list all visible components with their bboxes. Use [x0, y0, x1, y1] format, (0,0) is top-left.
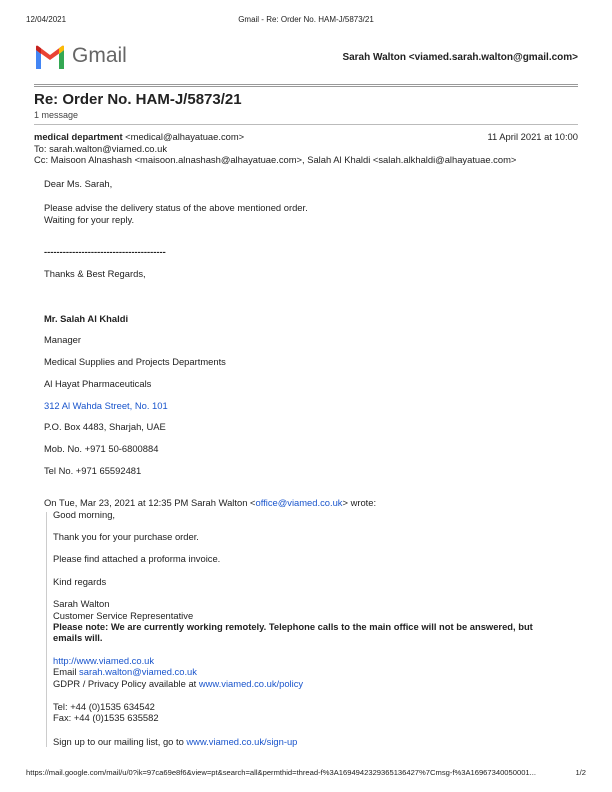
quote-signup-link[interactable]: www.viamed.co.uk/sign-up	[186, 736, 298, 747]
quote-thanks: Thank you for your purchase order.	[53, 531, 199, 542]
separator-line: ---------------------------------------	[44, 246, 166, 257]
quote-greeting: Good morning,	[53, 509, 116, 520]
signature-address-link[interactable]: 312 Al Wahda Street, No. 101	[44, 400, 168, 411]
header-divider	[34, 84, 578, 87]
signature-mobile: Mob. No. +971 50-6800884	[44, 443, 159, 454]
gmail-envelope-icon	[34, 45, 66, 69]
quote-fax: Fax: +44 (0)1535 635582	[53, 712, 159, 723]
print-title: Gmail - Re: Order No. HAM-J/5873/21	[238, 15, 374, 24]
quote-signup-line	[53, 736, 297, 747]
closing: Thanks & Best Regards,	[44, 268, 146, 279]
quote-bar	[46, 512, 47, 747]
signature-tel: Tel No. +971 65592481	[44, 465, 142, 476]
quote-regards: Kind regards	[53, 576, 107, 587]
quote-gdpr-link[interactable]: www.viamed.co.uk/policy	[198, 678, 304, 689]
signature-dept: Medical Supplies and Projects Departments	[44, 356, 226, 367]
signature-role: Manager	[44, 334, 82, 345]
quote-email-line	[53, 666, 197, 677]
account-identity: Sarah Walton <viamed.sarah.walton@gmail.com>	[342, 52, 578, 63]
quote-attribution-email-link[interactable]: office@viamed.co.uk	[255, 497, 343, 508]
quote-attribution	[44, 497, 376, 508]
sender-name: medical department	[34, 131, 123, 142]
gmail-logo	[34, 42, 132, 72]
quote-website-link[interactable]: http://www.viamed.co.uk	[53, 655, 155, 666]
quote-sig-name: Sarah Walton	[53, 598, 110, 609]
message-date: 11 April 2021 at 10:00	[487, 131, 578, 142]
signature-company: Al Hayat Pharmaceuticals	[44, 378, 152, 389]
quote-gdpr-label: GDPR / Privacy Policy available at	[53, 678, 199, 689]
body-line-2: Waiting for your reply.	[44, 214, 135, 225]
greeting: Dear Ms. Sarah,	[44, 178, 113, 189]
sender-email: <medical@alhayatuae.com>	[122, 131, 245, 142]
sender	[34, 131, 244, 142]
subject-divider	[34, 124, 578, 125]
message-count: 1 message	[34, 110, 79, 120]
body-line-1: Please advise the delivery status of the above mentioned order.	[44, 202, 308, 213]
to-line: To: sarah.walton@viamed.co.uk	[34, 143, 168, 154]
quote-gdpr-line	[53, 678, 303, 689]
print-footer-page: 1/2	[575, 768, 586, 777]
quote-attribution-suffix: > wrote:	[342, 497, 377, 508]
gmail-wordmark: Gmail	[72, 44, 127, 67]
print-footer-url: https://mail.google.com/mail/u/0?ik=97ca69e8f6&view=pt&search=all&permthid=thread-f%3A1694942329365136427%7Cmsg-f%3A16967340050001...	[26, 768, 536, 777]
quote-signup-label: Sign up to our mailing list, go to	[53, 736, 187, 747]
signature-pobox: P.O. Box 4483, Sharjah, UAE	[44, 421, 166, 432]
quote-attribution-text: On Tue, Mar 23, 2021 at 12:35 PM Sarah Walton <	[44, 497, 256, 508]
cc-line: Cc: Maisoon Alnashash <maisoon.alnashash@alhayatuae.com>, Salah Al Khaldi <salah.alkhaldi@alhayatuae.com>	[34, 154, 517, 165]
signature-name: Mr. Salah Al Khaldi	[44, 313, 129, 324]
quote-note-line-1: Please note: We are currently working remotely. Telephone calls to the main office will not be answered, but	[53, 621, 533, 632]
quote-sig-role: Customer Service Representative	[53, 610, 194, 621]
thread-subject: Re: Order No. HAM-J/5873/21	[34, 91, 242, 108]
quote-attached: Please find attached a proforma invoice.	[53, 553, 221, 564]
quote-note-line-2: emails will.	[53, 632, 103, 643]
quote-email-label: Email	[53, 666, 80, 677]
quote-email-link[interactable]: sarah.walton@viamed.co.uk	[79, 666, 197, 677]
quote-tel: Tel: +44 (0)1535 634542	[53, 701, 155, 712]
print-date: 12/04/2021	[26, 15, 67, 24]
